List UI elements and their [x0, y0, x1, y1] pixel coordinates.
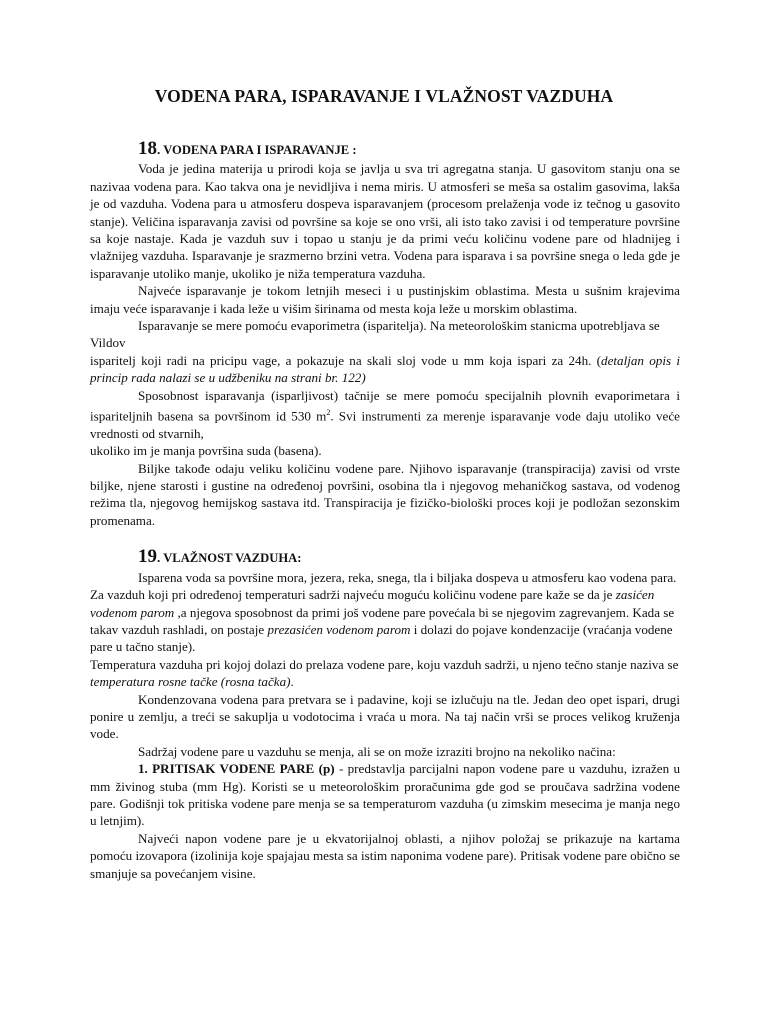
section-18-dot: .: [157, 142, 161, 157]
s19-p2-text-a: Za vazduh koji pri određenoj temperaturi sadrži najveću moguću količinu vodene pare kaže se da je: [90, 587, 616, 603]
s19-paragraph-6: [90, 760, 680, 830]
s19-p2-text-b: ,a njegova sposobnost da primi još vodene pare povećala bi se njegovim zagrevanjem. Kada se takav vazduh rashladi, on postaje: [90, 604, 675, 637]
s18-p4-text: isparitelj koji radi na pricipu vage, a pokazuje na skali sloj vode u mm koja ispari za 24h. (: [90, 352, 602, 368]
s18-paragraph-3: Isparavanje se mere pomoću evaporimetra (isparitelja). Na meteorološkim stanicma upotrebljava se Vildov: [90, 318, 660, 351]
s18-paragraph-1: Voda je jedina materija u prirodi koja se javlja u sva tri agregatna stanja. U gasovitom stanju ona se nazivaa vodena para. Kao takva ona je nevidljiva i nema miris. U atmosferi se meša sa ostalim gasovima, lakša je od vazduha. Vodena para u atmosferu dospeva isparavanjem (procesom prelaženja vode iz tečnog u gasovito stanje). Veličina isparavanja zavisi od površine sa koje se ono vrši, ali isto tako zavisi i od temperature površine sa koje nastaje. Kada je vazduh suv i topao u stanju je da primi veću količinu vodene pare od hladnijeg i vlažnijeg vazduha. Isparavanje je srazmerno brzini vetra. Vodena para isparava i sa površine snega o leda gde je isparavanje utoliko manje, ukoliko je niža temperatura vazduha.: [90, 161, 680, 281]
section-spacer: [90, 529, 680, 548]
section-19-title: VLAŽNOST VAZDUHA:: [160, 551, 302, 566]
section-19-number: 19: [138, 546, 157, 568]
s18-paragraph-7: Biljke takođe odaju veliku količinu vodene pare. Njihovo isparavanje (transpiracija) zavisi od vrste biljke, njene starosti i gustine na određenoj površini, osobina tla i njegovog mehaničkog sastava, od vodenog režima tla, njegovog hemijskog sastava itd. Transpiracija je fizičko-biološki proces koji je podložan sezonskim promenama.: [90, 460, 680, 528]
s19-p3-italic: temperatura rosne tačke (rosna tačka): [90, 674, 291, 690]
s19-paragraph-5: Sadržaj vodene pare u vazduhu se menja, ali se on može izraziti brojno na nekoliko načina:: [138, 743, 616, 759]
s19-p2-italic-2: prezasićen vodenom parom: [267, 621, 411, 637]
s19-p3-text-b: .: [290, 674, 294, 690]
section-19-heading: [138, 548, 680, 567]
s18-p4-italic: detaljan opis i princip rada nalazi se u udžbeniku na strani br. 122): [90, 352, 680, 386]
s18-p5-superscript: 2: [326, 408, 331, 418]
s19-p2-text-c: i dolazi do pojave kondenzacije (vraćanja vodene pare u tačno stanje).: [90, 621, 673, 655]
document-body: [90, 140, 680, 882]
section-18-title: VODENA PARA I ISPARAVANJE :: [160, 143, 357, 157]
s18-paragraph-4: [90, 352, 680, 387]
section-19-dot: .: [157, 550, 161, 566]
s19-paragraph-2: [90, 586, 680, 656]
section-18-heading: [138, 140, 680, 159]
s19-paragraph-7: Najveći napon vodene pare je u ekvatorijalnoj oblasti, a njihov položaj se prikazuje na kartama pomoću izovapora (izolinija koje spajajau mesta sa istim naponima vodene pare). Pritisak vodene pare obično se smanjuje sa povećanjem visine.: [90, 830, 680, 881]
s19-p3-text-a: Temperatura vazduha pri kojoj dolazi do prelaza vodene pare, koju vazduh sadrži, u njeno tečno stanje naziva se: [90, 656, 679, 672]
s19-p6-bold: 1. PRITISAK VODENE PARE (p): [138, 761, 335, 777]
s18-paragraph-2: Najveće isparavanje je tokom letnjih meseci i u pustinjskim oblastima. Mesta u sušnim krajevima imaju veće isparavanje i kada leže u višim širinama od mesta koja leže u morskim oblastima.: [90, 283, 680, 316]
s19-paragraph-3: [90, 656, 680, 691]
s19-p2-italic-1: zasićen vodenom parom: [90, 587, 655, 620]
s18-paragraph-6: ukoliko im je manja površina suda (basena).: [90, 443, 322, 459]
s19-p6-rest: - predstavlja parcijalni napon vodene pare u vazduhu, izražen u mm živinog stuba (mm Hg). Koristi se u meteorološkim proračunima gde god se proučava sadržina vodene pare. Godišnji tok pritiska vodene pare menja se sa temperaturom vazduha (u zimskim mesecima je manja nego u letnjim).: [90, 761, 680, 829]
section-18-number: 18: [138, 138, 157, 159]
page-title: VODENA PARA, ISPARAVANJE I VLAŽNOST VAZDUHA: [154, 86, 614, 106]
s18-paragraph-5: [90, 387, 680, 443]
s18-p5-text: Sposobnost isparavanja (isparljivost) tačnije se mere pomoću specijalnih plovnih evaporimetara i isparitelјnih basena sa površinom id 530 m: [90, 387, 680, 424]
s19-paragraph-4: Kondenzovana vodena para pretvara se i padavine, koji se izlučuju na tle. Jedan deo opet ispari, drugi ponire u zemlju, a treći se sakuplja u vodotocima i vraća u mora. Na taj način vrši se proces velikog kruženja vode.: [90, 691, 680, 742]
s18-p5-rest: . Svi instrumenti za merenje isparavanje vode daju utoliko veće vrednosti od stvarnih,: [90, 408, 680, 441]
s19-paragraph-1: Isparena voda sa površine mora, jezera, reka, snega, tla i biljaka dospeva u atmosferu kao vodena para.: [138, 569, 677, 585]
